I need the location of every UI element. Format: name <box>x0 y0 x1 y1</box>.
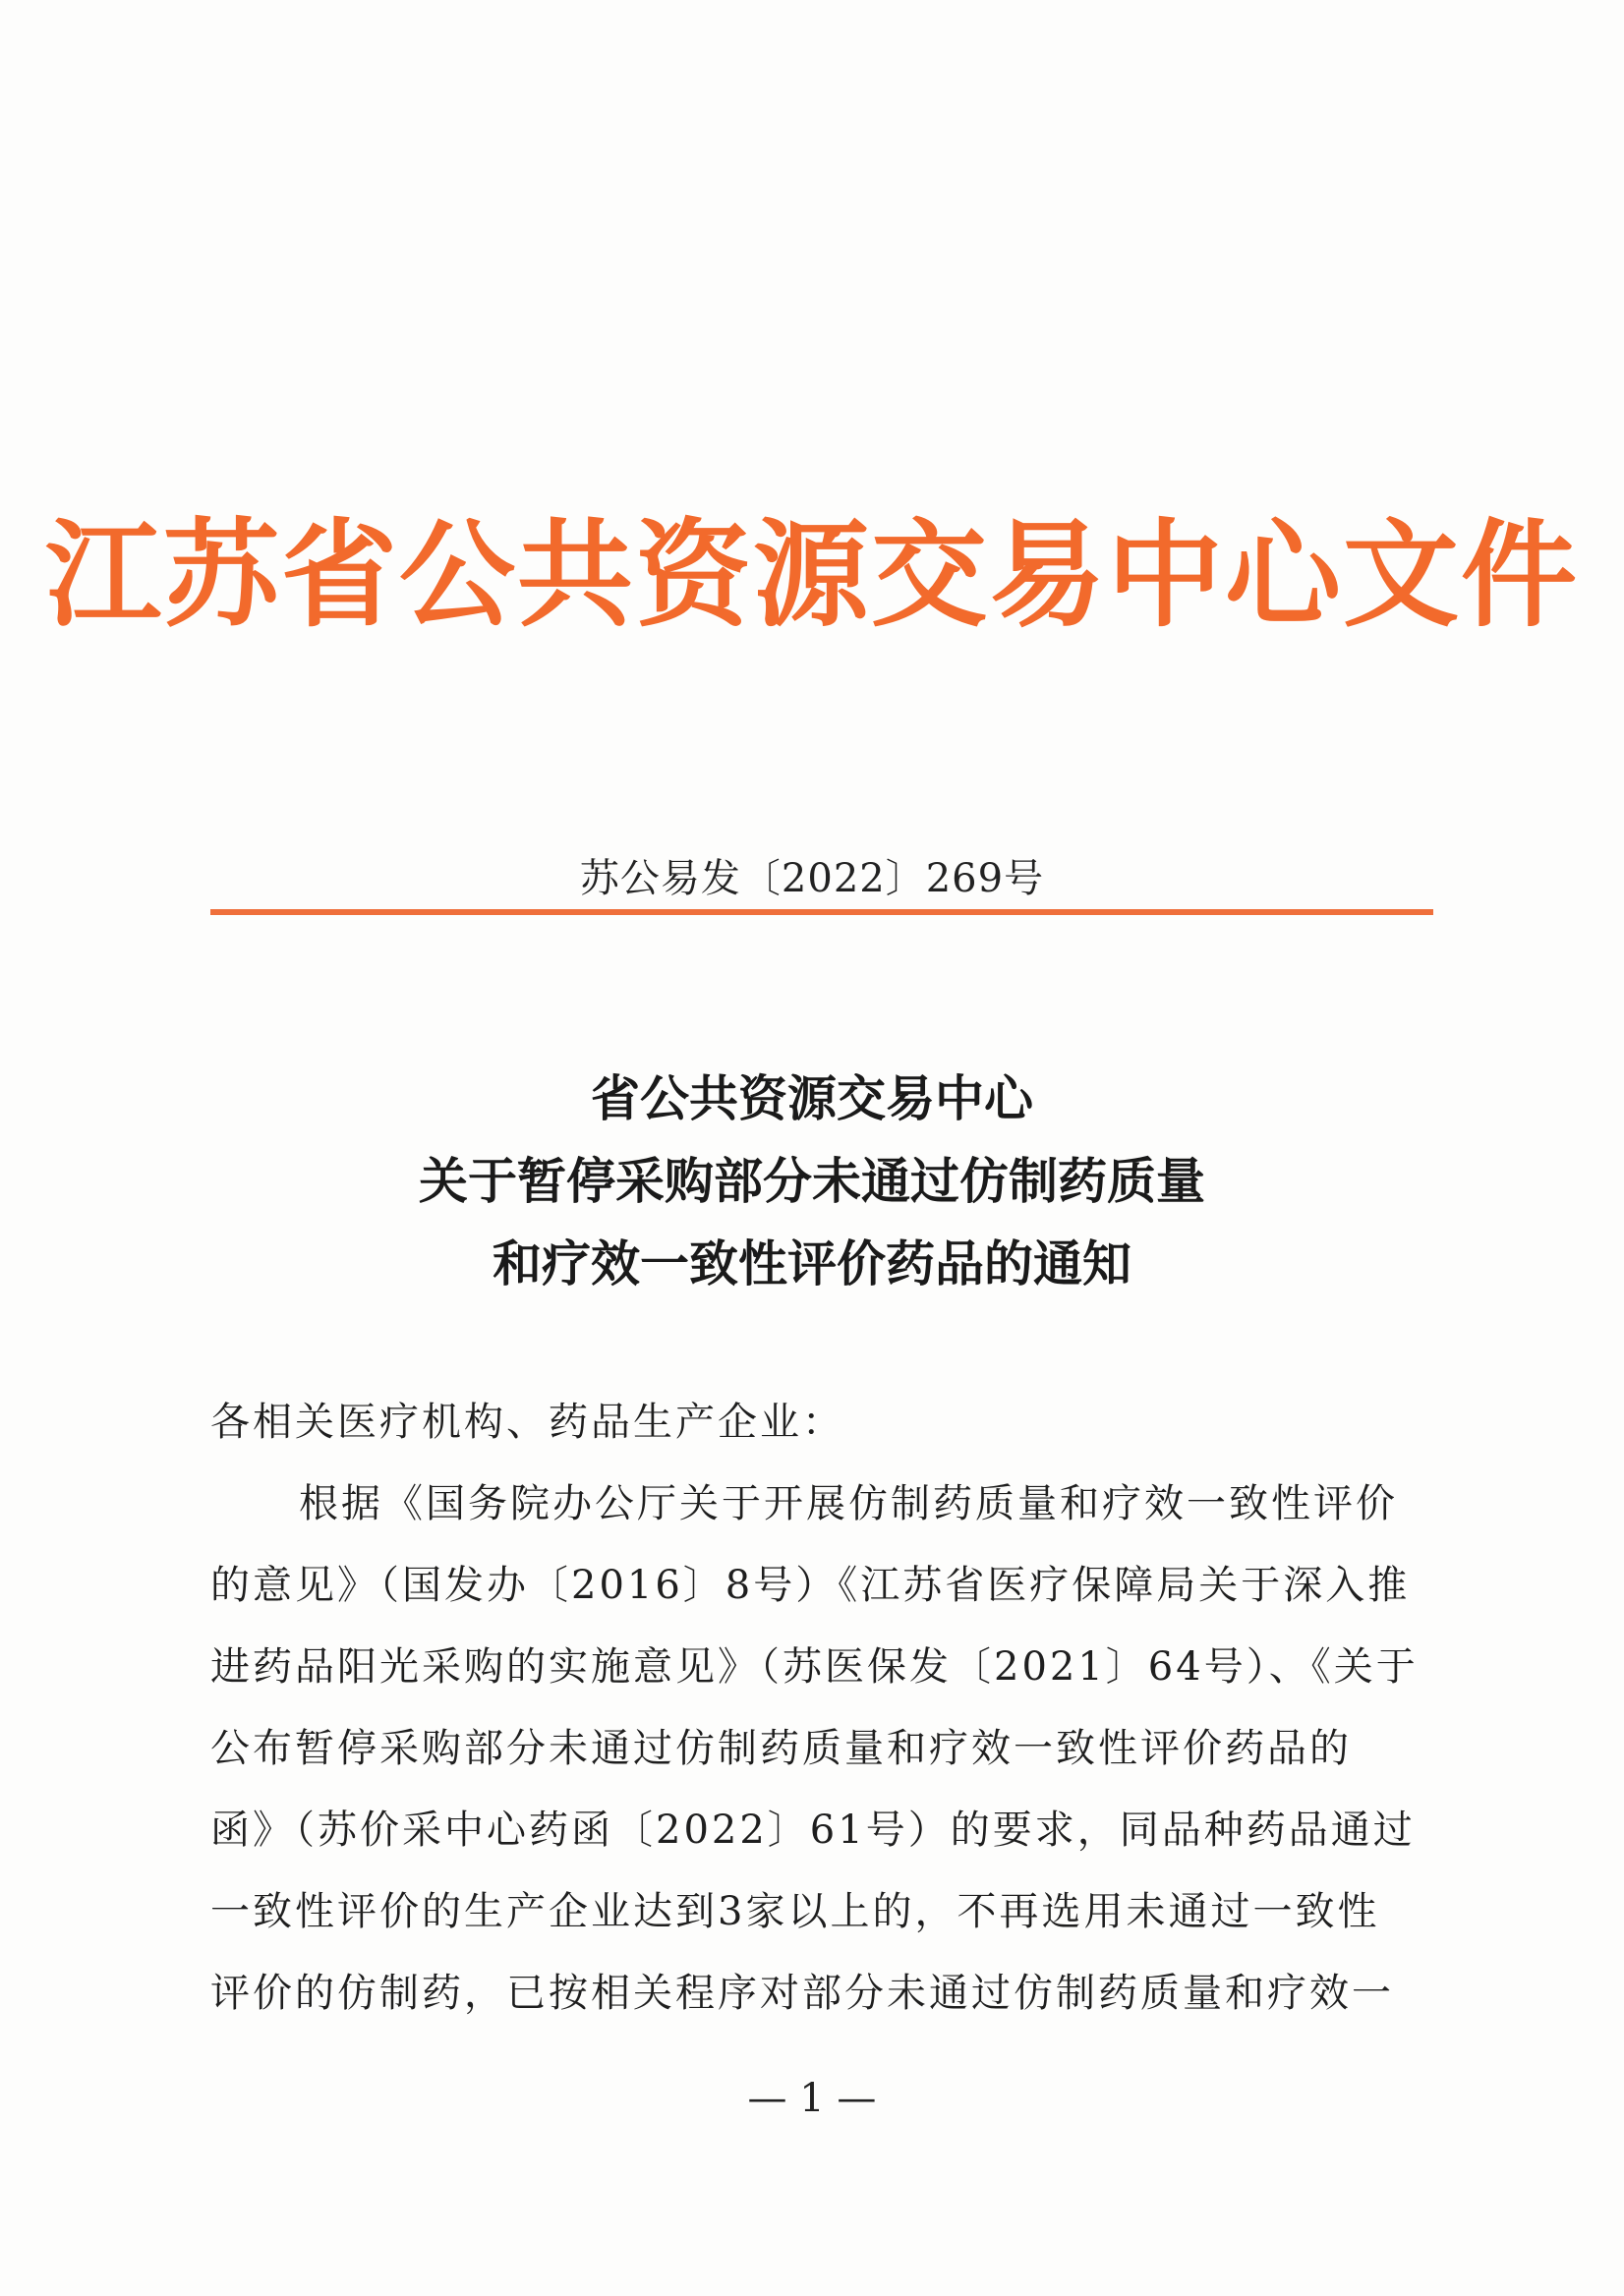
notice-title-line-1: 省公共资源交易中心 <box>591 1070 1033 1127</box>
paragraph-line-3: 进药品阳光采购的实施意见》（苏医保发〔2021〕64号）、《关于 <box>210 1644 1419 1690</box>
masthead-title: 江苏省公共资源交易中心文件 <box>44 507 1579 643</box>
paragraph-line-2: 的意见》（国发办〔2016〕8号）《江苏省医疗保障局关于深入推 <box>210 1563 1411 1608</box>
notice-title-line-3: 和疗效一致性评价药品的通知 <box>493 1235 1131 1292</box>
paragraph-line-4: 公布暂停采购部分未通过仿制药质量和疗效一致性评价药品的 <box>210 1726 1352 1771</box>
paragraph-line-1: 根据《国务院办公厅关于开展仿制药质量和疗效一致性评价 <box>299 1481 1398 1526</box>
document-number: 苏公易发〔2022〕269号 <box>579 856 1045 901</box>
page-number: — 1 — <box>747 2076 877 2121</box>
red-separator-rule <box>210 909 1433 915</box>
paragraph-line-5: 函》（苏价采中心药函〔2022〕61号）的要求，同品种药品通过 <box>210 1808 1416 1853</box>
paragraph-line-6: 一致性评价的生产企业达到3家以上的，不再选用未通过一致性 <box>210 1889 1380 1934</box>
salutation: 各相关医疗机构、药品生产企业： <box>210 1400 844 1445</box>
notice-title-line-2: 关于暂停采购部分未通过仿制药质量 <box>419 1153 1205 1210</box>
paragraph-line-7: 评价的仿制药，已按相关程序对部分未通过仿制药质量和疗效一 <box>210 1971 1394 2016</box>
